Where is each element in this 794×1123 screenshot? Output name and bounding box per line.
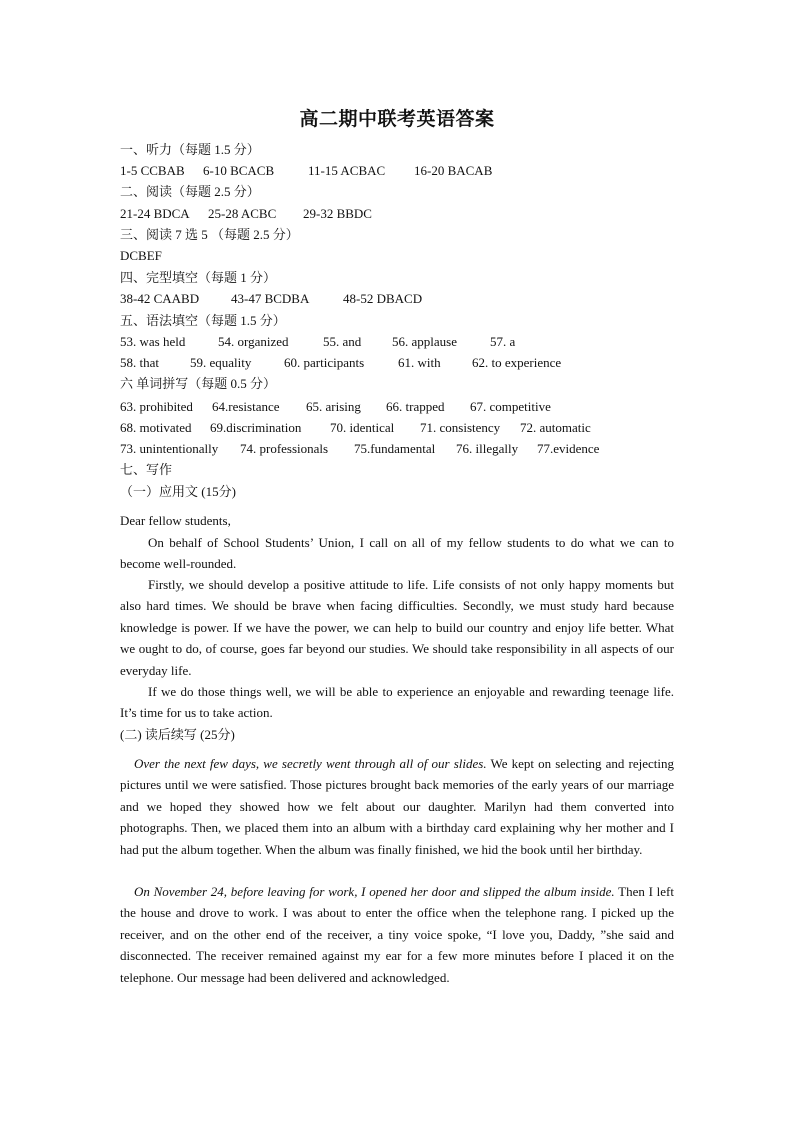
paragraph-lead-sentence: On November 24, before leaving for work, I opened her door and slipped the album inside.: [134, 884, 615, 899]
answer-cell: 1-5 CCBAB: [120, 163, 185, 178]
paragraph-body: Then I left the house and drove to work. I was about to enter the office when the telephone rang. I picked up the receiver, and on the other end of the receiver, a tiny voice spoke, “I love you, Daddy, ”she said and disconnected. The receiver remained against my ear for a few more minutes before I placed it on the telephone. Our message had been delivered and acknowledged.: [120, 884, 674, 985]
answer-cell: 21-24 BDCA: [120, 206, 190, 221]
answer-cell: 75.fundamental: [354, 441, 436, 456]
answer-cell: 54. organized: [218, 334, 289, 349]
letter-paragraph: On behalf of School Students’ Union, I call on all of my fellow students to do what we can to become well-rounded.: [120, 535, 674, 572]
answer-cell: 53. was held: [120, 334, 186, 349]
seven-five-answer: DCBEF: [120, 248, 162, 263]
answer-cell: 69.discrimination: [210, 420, 302, 435]
page-title: 高二期中联考英语答案: [299, 109, 495, 130]
answer-cell: 76. illegally: [456, 441, 519, 456]
paragraph-body: We kept on selecting and rejecting pictures until we were satisfied. Those pictures brought back memories of the early years of our marriage and we hoped they showed how we felt about our daughter. Marilyn had them converted into photographs. Then, we placed them into an album with a birthday card explaining why her mother and I had put the album together. When the album was finally finished, we hid the book until her birthday.: [120, 756, 674, 857]
writing-part2-heading: (二) 读后续写 (25分): [120, 727, 235, 742]
answer-cell: 57. a: [490, 334, 516, 349]
answer-cell: 70. identical: [330, 420, 395, 435]
answer-cell: 11-15 ACBAC: [308, 163, 386, 178]
listening-heading: 一、听力（每题 1.5 分）: [120, 142, 260, 157]
answer-cell: 73. unintentionally: [120, 441, 219, 456]
answer-cell: 58. that: [120, 355, 159, 370]
answer-cell: 62. to experience: [472, 355, 562, 370]
reading-heading: 二、阅读（每题 2.5 分）: [120, 184, 260, 199]
answer-cell: 38-42 CAABD: [120, 291, 200, 306]
answer-cell: 43-47 BCDBA: [231, 291, 310, 306]
answer-cell: 56. applause: [392, 334, 457, 349]
answer-cell: 29-32 BBDC: [303, 206, 372, 221]
continuation-paragraph: [120, 753, 674, 860]
writing-heading: 七、写作: [120, 462, 173, 477]
answer-cell: 77.evidence: [537, 441, 600, 456]
answer-cell: 16-20 BACAB: [414, 163, 493, 178]
letter-greeting: Dear fellow students,: [120, 513, 231, 528]
answer-cell: 64.resistance: [212, 399, 280, 414]
seven-five-heading: 三、阅读 7 选 5 （每题 2.5 分）: [120, 227, 299, 242]
answer-cell: 48-52 DBACD: [343, 291, 423, 306]
answer-cell: 71. consistency: [420, 420, 501, 435]
letter-paragraph: Firstly, we should develop a positive attitude to life. Life consists of not only happy moments but also hard times. We should be brave when facing difficulties. Secondly, we must study hard because knowledge is power. If we have the power, we can help to build our country and enjoy life better. What we ought to do, of course, goes far beyond our studies. We should take responsibility in all aspects of our everyday life.: [120, 577, 674, 678]
cloze-heading: 四、完型填空（每题 1 分）: [120, 270, 277, 285]
answer-cell: 74. professionals: [240, 441, 329, 456]
writing-part1-heading: （一）应用文 (15分): [120, 484, 236, 499]
answer-cell: 66. trapped: [386, 399, 445, 414]
answer-cell: 55. and: [323, 334, 362, 349]
answer-cell: 68. motivated: [120, 420, 192, 435]
answer-cell: 65. arising: [306, 399, 361, 414]
answer-cell: 59. equality: [190, 355, 252, 370]
grammar-heading: 五、语法填空（每题 1.5 分）: [120, 313, 286, 328]
spelling-heading: 六 单词拼写（每题 0.5 分）: [120, 376, 277, 391]
answer-cell: 61. with: [398, 355, 441, 370]
answer-cell: 72. automatic: [520, 420, 591, 435]
paragraph-lead-sentence: Over the next few days, we secretly went through all of our slides.: [134, 756, 487, 771]
letter-paragraph: If we do those things well, we will be able to experience an enjoyable and rewarding teenage life. It’s time for us to take action.: [120, 684, 674, 721]
answer-cell: 6-10 BCACB: [203, 163, 275, 178]
answer-cell: 67. competitive: [470, 399, 551, 414]
answer-cell: 60. participants: [284, 355, 365, 370]
answer-cell: 25-28 ACBC: [208, 206, 277, 221]
continuation-paragraph: [120, 881, 674, 988]
answer-cell: 63. prohibited: [120, 399, 193, 414]
